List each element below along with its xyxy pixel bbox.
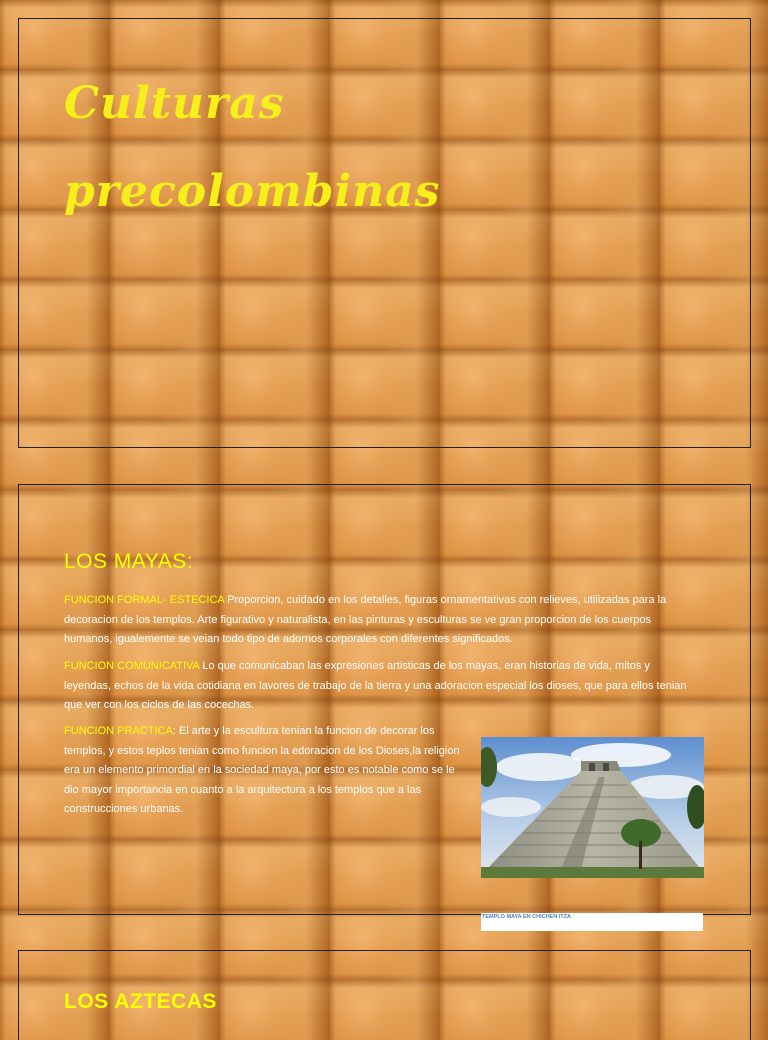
chichen-itza-photo bbox=[481, 737, 704, 878]
mayas-heading: LOS MAYAS: bbox=[64, 550, 194, 573]
funcion-practica-label: FUNCION PRACTICA bbox=[64, 725, 173, 737]
photo-caption-box bbox=[481, 913, 703, 931]
funcion-comunicativa-text: Lo que comunicaban las expresiones artisticas de los mayas, eran historias de vida, mitos y leyendas, echos de la vida cotidiana en lavores de trabajo de la tierra y una adoracion especial los dioses, que para ellos tenian que ver con los ciclos de las cocechas. bbox=[64, 660, 687, 711]
funcion-formal-label: FUNCION FORMAL- ESTECICA bbox=[64, 594, 225, 606]
page-title-line-1: Culturas bbox=[64, 78, 285, 129]
funcion-practica-paragraph bbox=[64, 722, 464, 820]
funcion-formal-paragraph bbox=[64, 591, 700, 650]
photo-caption: TEMPLO MAYA EN CHICHEN ITZA bbox=[482, 914, 571, 920]
aztecas-heading: LOS AZTECAS bbox=[64, 990, 217, 1013]
funcion-formal-text: Proporcion, cuidado en los detalles, figuras ornamentativas con relieves, utilizadas para la decoracion de los templos. Arte figurativo y naturalista, en las pinturas y esculturas se ve gran proporcion de los cuerpos humanos, igualemente se veian todo tipo de adornos corporales con diferentes significados. bbox=[64, 594, 667, 645]
page-title-line-2: precolombinas bbox=[64, 166, 441, 217]
funcion-comunicativa-paragraph bbox=[64, 657, 700, 716]
funcion-comunicativa-label: FUNCION COMUNICATIVA bbox=[64, 660, 200, 672]
funcion-practica-text: : El arte y la escultura tenian la funcion de decorar los templos, y estos teplos tenian como funcion la edoracion de los Dioses,la religion era un elemento primordial en la sociedad maya, por esto es notable como se le dio mayor importancia en cuanto a la arquitectura a los templos que a las construcciones urbanas. bbox=[64, 725, 460, 815]
